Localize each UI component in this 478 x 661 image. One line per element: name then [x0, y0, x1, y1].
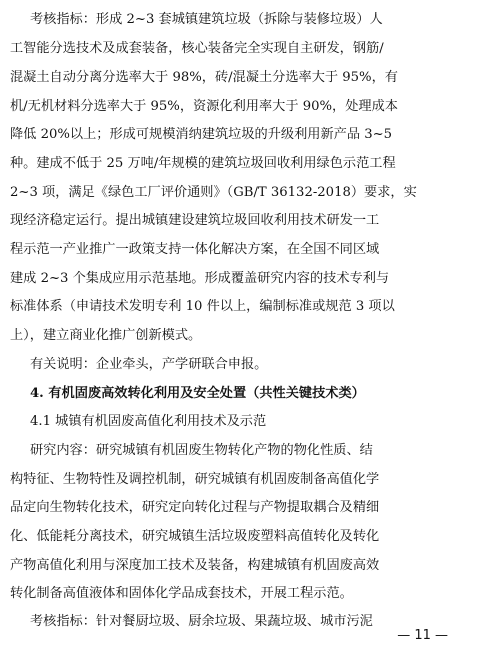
- text-line: 现经济稳定运行。提出城镇建设建筑垃圾回收利用技术研发一工: [10, 213, 380, 228]
- text-line: 转化制备高值液体和固体化学品成套技术，开展工程示范。: [10, 586, 353, 601]
- text-line: 2~3 项，满足《绿色工厂评价通则》（GB/T 36132-2018）要求，实: [10, 185, 417, 200]
- subsection-heading: 4.1 城镇有机固废高值化利用技术及示范: [30, 414, 267, 429]
- text-line: 降低 20%以上；形成可规模消纳建筑垃圾的升级利用新产品 3~5: [10, 127, 393, 142]
- text-line: 化、低能耗分离技术，研究城镇生活垃圾废塑料高值转化及转化: [10, 529, 380, 544]
- text-line: 构特征、生物特性及调控机制，研究城镇有机固废制备高值化学: [10, 472, 380, 487]
- note-line: 有关说明：企业牵头，产学研联合申报。: [30, 357, 268, 372]
- text-line: 品定向生物转化技术，研究定向转化过程与产物提取耦合及精细: [10, 500, 380, 515]
- page-number: — 11 —: [397, 628, 448, 643]
- text-line: 上），建立商业化推广创新模式。: [10, 328, 202, 343]
- text-line: 种。建成不低于 25 万吨/年规模的建筑垃圾回收利用绿色示范工程: [10, 156, 396, 171]
- text-line: 机/无机材料分选率大于 95%，资源化利用率大于 90%，处理成本: [10, 99, 398, 114]
- text-line: 标准体系（申请技术发明专利 10 件以上，编制标准或规范 3 项以: [10, 299, 395, 314]
- text-line: 程示范一产业推广一政策支持一体化解决方案，在全国不同区域: [10, 242, 380, 257]
- text-line: 产物高值化利用与深度加工技术及装备，构建城镇有机固废高效: [10, 558, 380, 573]
- text-line: 工智能分选技术及成套装备，核心装备完全实现自主研发，钢筋/: [10, 41, 384, 56]
- section-heading: 4. 有机固废高效转化利用及安全处置（共性关键技术类）: [30, 386, 365, 401]
- text-line: 建成 2~3 个集成应用示范基地。形成覆盖研究内容的技术专利与: [10, 271, 390, 286]
- text-line: 混凝土自动分离分选率大于 98%，砖/混凝土分选率大于 95%，有: [10, 70, 398, 85]
- text-line: 研究内容：研究城镇有机固废生物转化产物的物化性质、结: [30, 443, 373, 458]
- text-line: 考核指标：形成 2~3 套城镇建筑垃圾（拆除与装修垃圾）人: [30, 12, 383, 27]
- text-line: 考核指标：针对餐厨垃圾、厨余垃圾、果蔬垃圾、城市污泥: [30, 614, 373, 629]
